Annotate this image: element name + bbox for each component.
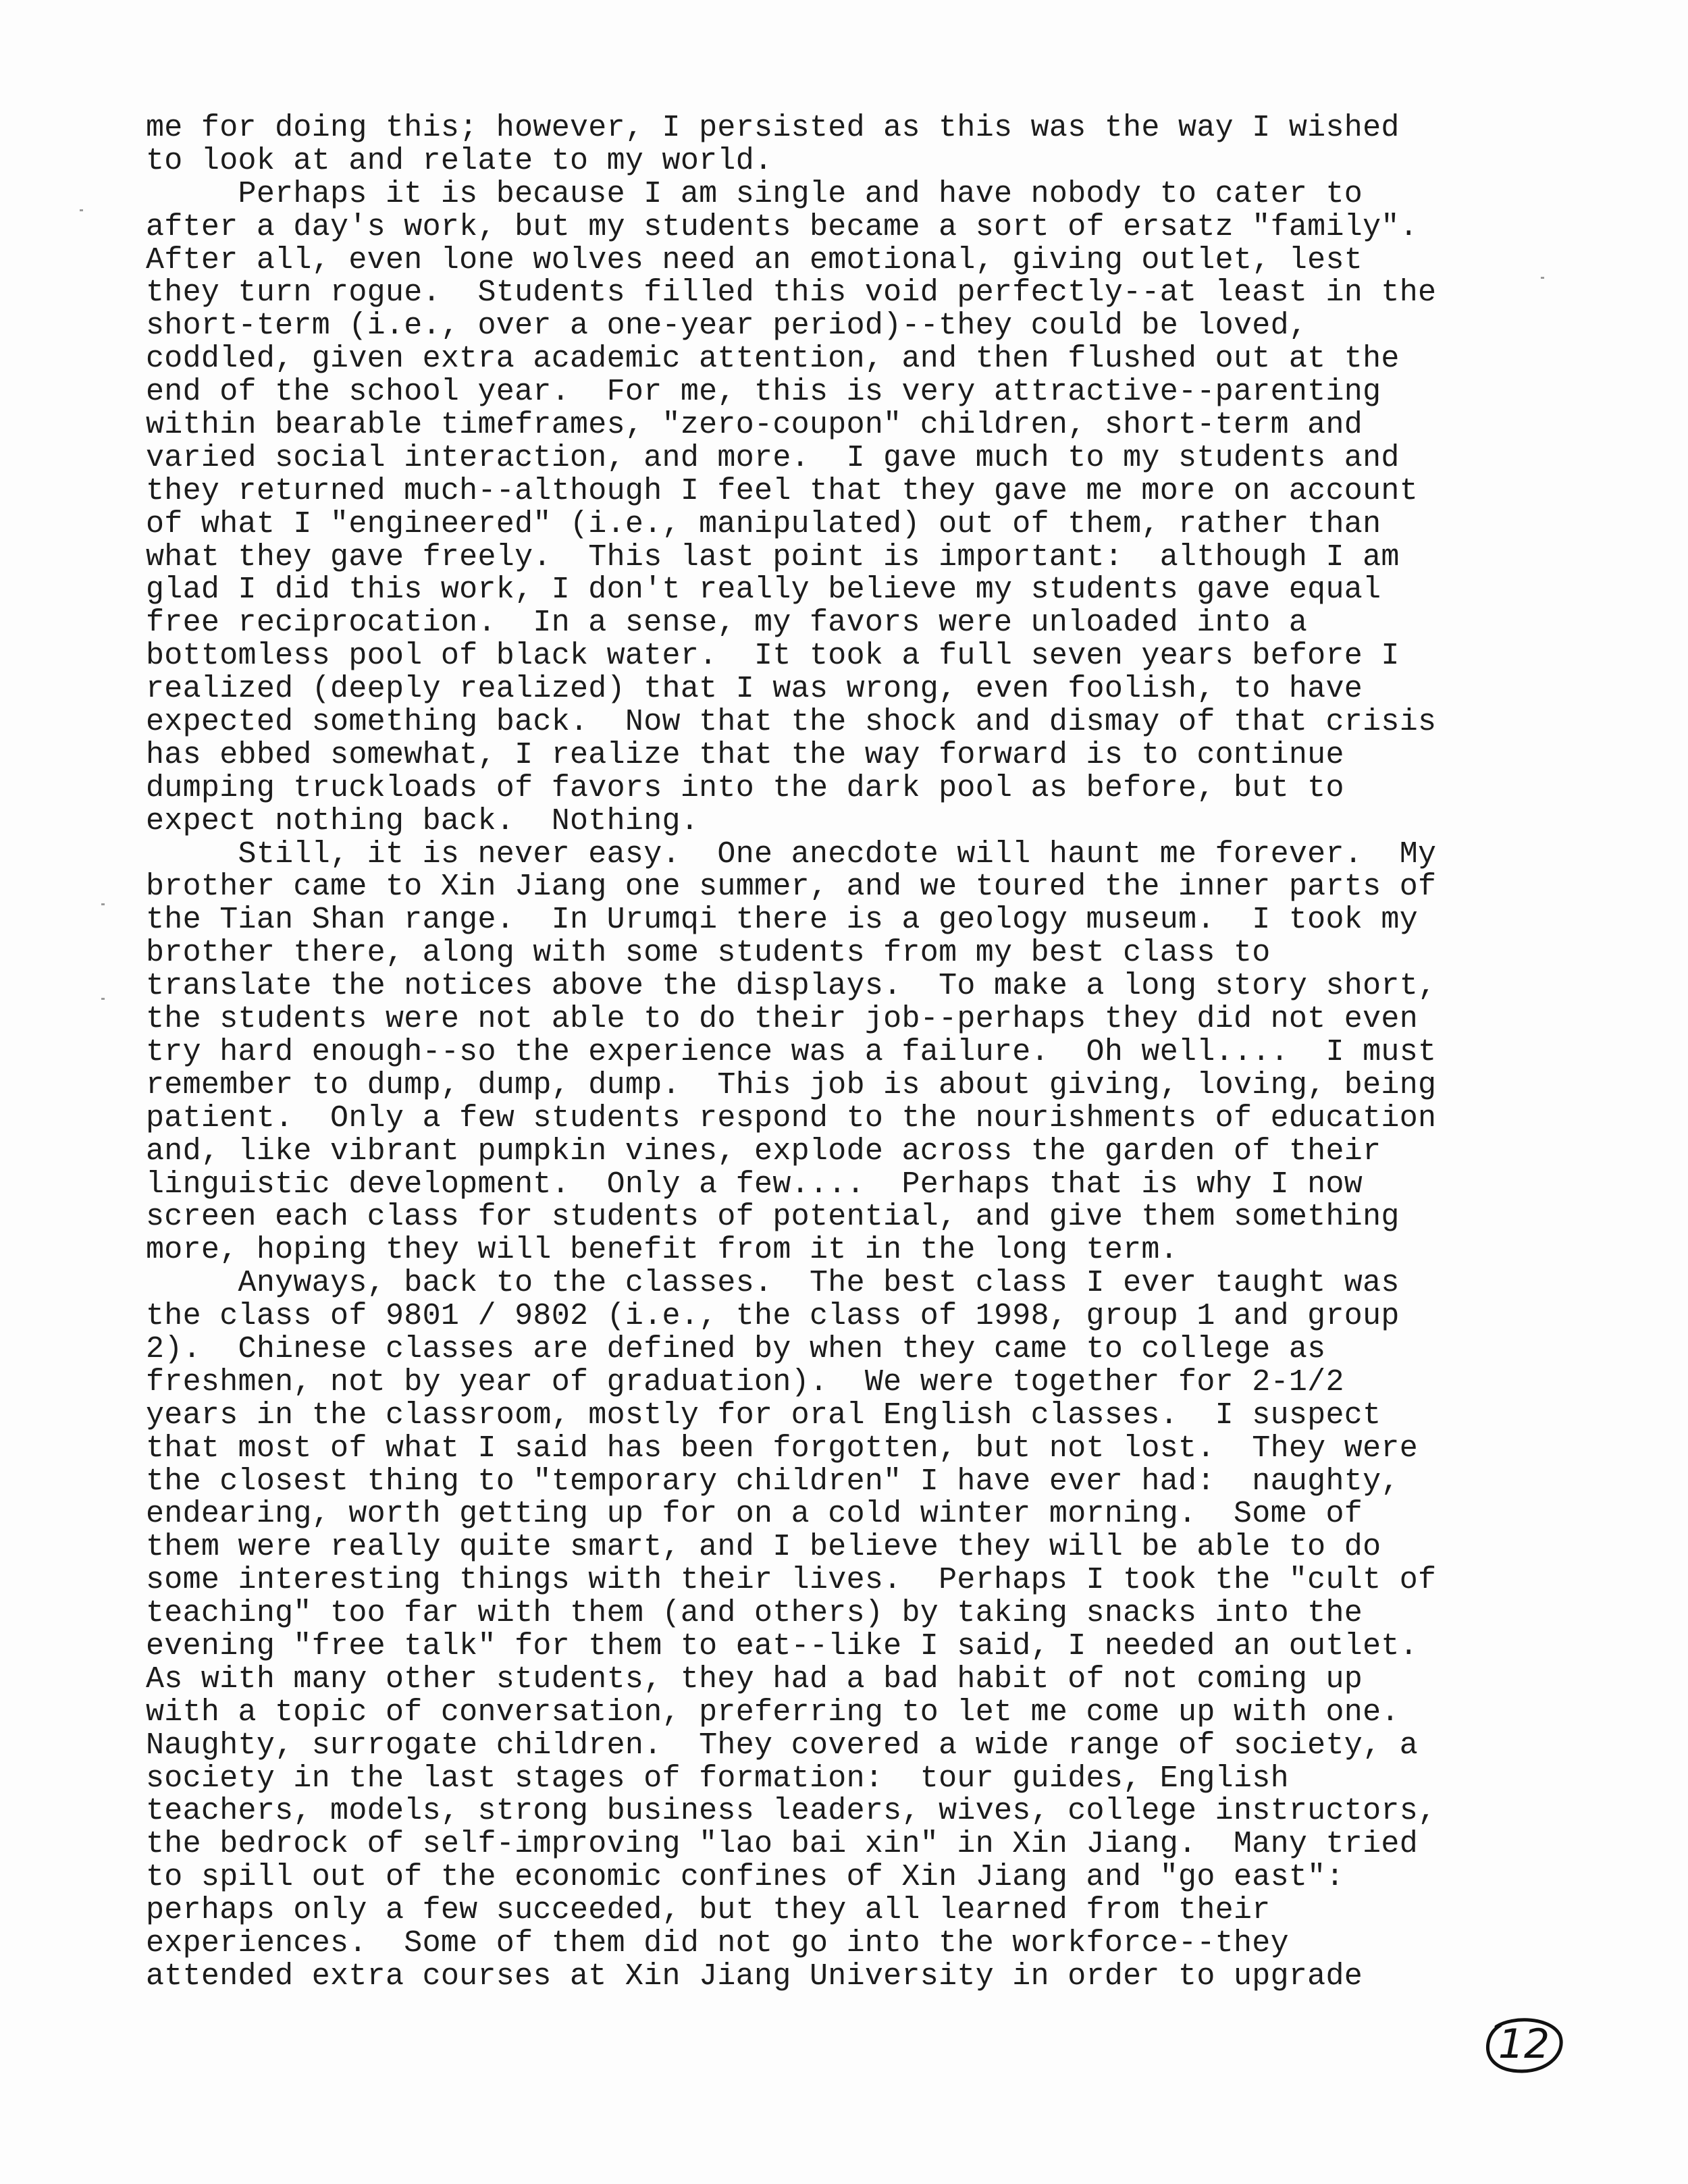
text-line: translate the notices above the displays. To make a long story short, xyxy=(146,969,1437,1004)
handwritten-page-number xyxy=(1483,2015,1565,2074)
typed-page-text xyxy=(146,112,1598,1994)
text-line: years in the classroom, mostly for oral English classes. I suspect xyxy=(146,1397,1381,1433)
text-line: to spill out of the economic confines of Xin Jiang and "go east": xyxy=(146,1860,1344,1895)
text-line: teachers, models, strong business leaders, wives, college instructors, xyxy=(146,1794,1437,1829)
text-line: teaching" too far with them (and others) by taking snacks into the xyxy=(146,1596,1363,1631)
text-line: endearing, worth getting up for on a cold winter morning. Some of xyxy=(146,1497,1363,1532)
text-line: linguistic development. Only a few.... Perhaps that is why I now xyxy=(146,1167,1363,1202)
text-line: Perhaps it is because I am single and have nobody to cater to xyxy=(146,176,1363,211)
text-line: bottomless pool of black water. It took a full seven years before I xyxy=(146,639,1400,674)
text-line: As with many other students, they had a bad habit of not coming up xyxy=(146,1661,1363,1697)
text-line: try hard enough--so the experience was a failure. Oh well.... I must xyxy=(146,1034,1437,1069)
text-line: what they gave freely. This last point is important: although I am xyxy=(146,539,1400,575)
text-line: short-term (i.e., over a one-year period)--they could be loved, xyxy=(146,309,1308,344)
text-line: the closest thing to "temporary children" I have ever had: naughty, xyxy=(146,1464,1400,1499)
text-line: to look at and relate to my world. xyxy=(146,143,773,178)
text-line: society in the last stages of formation: tour guides, English xyxy=(146,1761,1289,1796)
text-line: remember to dump, dump, dump. This job is about giving, loving, being xyxy=(146,1067,1437,1102)
text-line: them were really quite smart, and I believe they will be able to do xyxy=(146,1530,1381,1565)
text-line: the class of 9801 / 9802 (i.e., the class of 1998, group 1 and group xyxy=(146,1299,1400,1334)
text-line: and, like vibrant pumpkin vines, explode across the garden of their xyxy=(146,1134,1381,1169)
text-line: patient. Only a few students respond to the nourishments of education xyxy=(146,1100,1437,1136)
text-line: after a day's work, but my students became a sort of ersatz "family". xyxy=(146,209,1419,244)
text-line: evening "free talk" for them to eat--like I said, I needed an outlet. xyxy=(146,1628,1419,1663)
scan-speck xyxy=(101,903,105,905)
text-line: dumping truckloads of favors into the dark pool as before, but to xyxy=(146,770,1344,805)
text-line: screen each class for students of potential, and give them something xyxy=(146,1200,1400,1235)
text-line: After all, even lone wolves need an emotional, giving outlet, lest xyxy=(146,242,1363,277)
text-line: of what I "engineered" (i.e., manipulated) out of them, rather than xyxy=(146,506,1381,541)
text-line: that most of what I said has been forgotten, but not lost. They were xyxy=(146,1431,1419,1466)
text-line: Anyways, back to the classes. The best class I ever taught was xyxy=(146,1266,1400,1301)
text-line: more, hoping they will benefit from it in the long term. xyxy=(146,1233,1179,1268)
text-line: the students were not able to do their job--perhaps they did not even xyxy=(146,1002,1419,1037)
text-line: they turn rogue. Students filled this void perfectly--at least in the xyxy=(146,275,1437,311)
text-line: has ebbed somewhat, I realize that the way forward is to continue xyxy=(146,737,1344,772)
text-line: Still, it is never easy. One anecdote will haunt me forever. My xyxy=(146,836,1437,872)
text-line: end of the school year. For me, this is very attractive--parenting xyxy=(146,375,1381,410)
scan-speck xyxy=(80,209,83,211)
text-line: glad I did this work, I don't really believe my students gave equal xyxy=(146,572,1381,608)
text-line: experiences. Some of them did not go into the workforce--they xyxy=(146,1925,1289,1961)
page-number-text: 12 xyxy=(1498,2021,1550,2068)
text-line: with a topic of conversation, preferring to let me come up with one. xyxy=(146,1695,1400,1730)
text-line: expect nothing back. Nothing. xyxy=(146,803,700,838)
text-line: perhaps only a few succeeded, but they all learned from their xyxy=(146,1893,1271,1928)
text-line: varied social interaction, and more. I gave much to my students and xyxy=(146,440,1400,475)
text-line: expected something back. Now that the shock and dismay of that crisis xyxy=(146,705,1437,740)
text-line: they returned much--although I feel that they gave me more on account xyxy=(146,473,1419,508)
text-line: brother there, along with some students from my best class to xyxy=(146,936,1271,971)
text-line: realized (deeply realized) that I was wrong, even foolish, to have xyxy=(146,672,1363,707)
text-line: 2). Chinese classes are defined by when they came to college as xyxy=(146,1331,1326,1366)
text-line: brother came to Xin Jiang one summer, and we toured the inner parts of xyxy=(146,870,1437,905)
text-line: coddled, given extra academic attention, and then flushed out at the xyxy=(146,342,1400,377)
text-line: Naughty, surrogate children. They covered a wide range of society, a xyxy=(146,1728,1419,1763)
text-line: free reciprocation. In a sense, my favors were unloaded into a xyxy=(146,606,1308,641)
text-line: within bearable timeframes, "zero-coupon" children, short-term and xyxy=(146,408,1363,443)
text-line: me for doing this; however, I persisted as this was the way I wished xyxy=(146,111,1400,145)
text-line: some interesting things with their lives. Perhaps I took the "cult of xyxy=(146,1563,1437,1598)
scan-speck xyxy=(101,998,105,1000)
text-line: attended extra courses at Xin Jiang University in order to upgrade xyxy=(146,1959,1363,1994)
text-line: the bedrock of self-improving "lao bai xin" in Xin Jiang. Many tried xyxy=(146,1827,1419,1862)
text-line: the Tian Shan range. In Urumqi there is a geology museum. I took my xyxy=(146,903,1419,938)
text-line: freshmen, not by year of graduation). We were together for 2-1/2 xyxy=(146,1364,1344,1400)
